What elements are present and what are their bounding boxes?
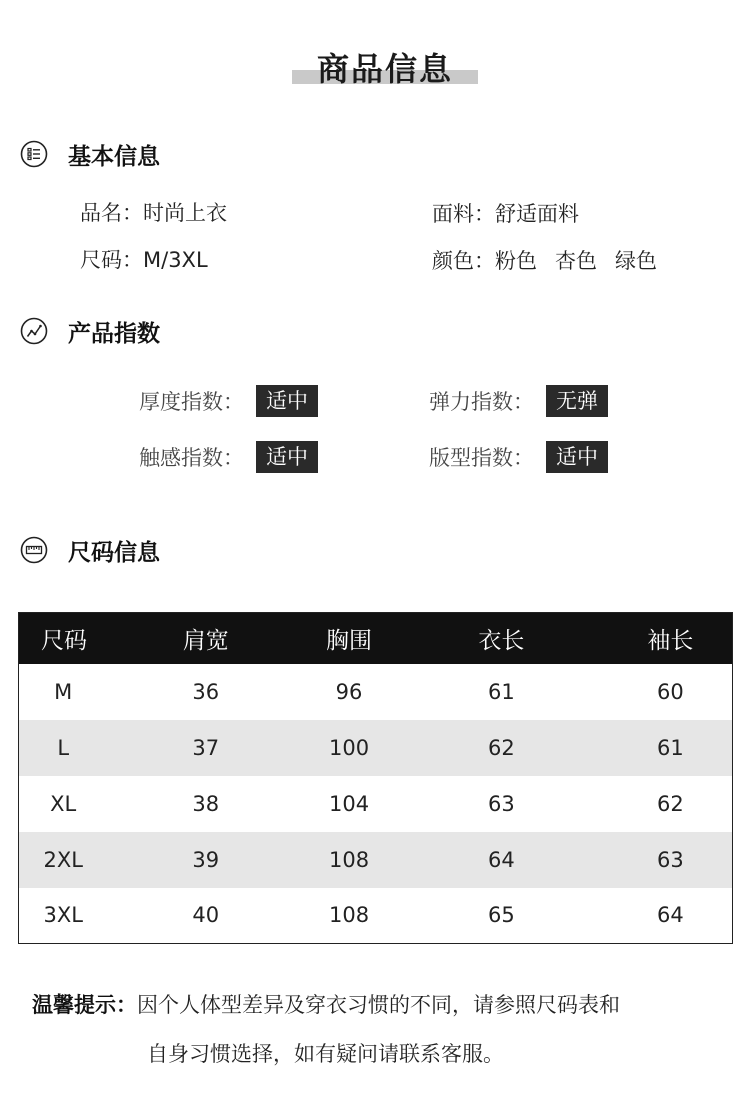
info-fabric-label: 面料：: [432, 202, 495, 226]
table-cell: M: [54, 679, 73, 704]
table-cell: 36: [192, 679, 220, 704]
index-label: 版型指数：: [429, 446, 534, 470]
info-size-label: 尺码：: [80, 248, 143, 272]
list-icon: [20, 140, 48, 168]
table-cell: 61: [609, 720, 733, 776]
table-cell: 104: [329, 791, 370, 816]
index-label: 弹力指数：: [429, 390, 534, 414]
index-badge: 适中: [256, 441, 318, 473]
table-cell: 65: [487, 903, 515, 928]
table-cell: 108: [304, 832, 394, 888]
ruler-icon: [20, 536, 48, 564]
info-name-label: 品名：: [80, 201, 143, 225]
index-badge: 无弹: [546, 385, 608, 417]
col-header-chest: 胸围: [304, 613, 394, 664]
tip-text-1: 因个人体型差异及穿衣习惯的不同，请参照尺码表和: [137, 993, 620, 1017]
col-header-sleeve: 袖长: [609, 613, 733, 664]
table-cell: 96: [335, 679, 363, 704]
info-fabric: [432, 198, 579, 228]
table-cell: 64: [656, 903, 684, 928]
col-header-length: 衣长: [394, 613, 609, 664]
table-cell: 3XL: [43, 903, 83, 928]
table-row: [19, 888, 733, 944]
section-basic-header: [20, 138, 160, 170]
table-cell: 63: [609, 832, 733, 888]
col-header-shoulder: 肩宽: [107, 613, 304, 664]
table-cell: 61: [487, 679, 515, 704]
color-option: 绿色: [615, 249, 657, 273]
table-cell: 62: [394, 720, 609, 776]
table-cell: 63: [487, 791, 515, 816]
section-basic-title: 基本信息: [68, 143, 160, 170]
table-cell: 40: [192, 903, 220, 928]
table-row: [19, 776, 733, 832]
info-name-value: 时尚上衣: [143, 201, 227, 225]
info-color-label: 颜色：: [432, 249, 495, 273]
col-header-size: 尺码: [19, 613, 108, 664]
tip-line-1: [32, 989, 620, 1019]
size-table-header: [19, 613, 733, 664]
table-row: [19, 720, 733, 776]
index-elasticity: [429, 384, 608, 418]
table-cell: 2XL: [19, 832, 108, 888]
tip-text-2: 自身习惯选择，如有疑问请联系客服。: [147, 1042, 504, 1066]
color-option: 粉色: [495, 249, 537, 273]
table-cell: 39: [107, 832, 304, 888]
info-size-value: M/3XL: [143, 248, 208, 272]
index-badge: 适中: [256, 385, 318, 417]
index-fit: [429, 440, 608, 474]
table-row: [19, 832, 733, 888]
table-cell: 60: [656, 679, 684, 704]
section-index-title: 产品指数: [68, 320, 160, 347]
index-badge: 适中: [546, 441, 608, 473]
table-cell: 64: [394, 832, 609, 888]
table-row: [19, 664, 733, 720]
table-cell: XL: [50, 791, 77, 816]
table-cell: 38: [192, 791, 220, 816]
index-label: 触感指数：: [139, 446, 244, 470]
table-cell: 100: [304, 720, 394, 776]
page-title-block: [292, 44, 478, 88]
index-touch: [139, 440, 318, 474]
size-table: [18, 612, 733, 944]
tip-label: 温馨提示：: [32, 993, 137, 1017]
index-thickness: [139, 384, 318, 418]
table-cell: 108: [329, 903, 370, 928]
color-option: 杏色: [555, 249, 597, 273]
info-name: [80, 197, 227, 227]
table-cell: 37: [107, 720, 304, 776]
info-fabric-value: 舒适面料: [495, 202, 579, 226]
table-cell: 62: [656, 791, 684, 816]
page-title: 商品信息: [316, 50, 453, 88]
section-size-header: [20, 534, 160, 566]
section-index-header: [20, 315, 160, 347]
section-size-title: 尺码信息: [68, 539, 160, 566]
info-size: [80, 244, 208, 274]
table-cell: L: [19, 720, 108, 776]
index-label: 厚度指数：: [139, 390, 244, 414]
trend-icon: [20, 317, 48, 345]
info-color: [432, 245, 675, 275]
